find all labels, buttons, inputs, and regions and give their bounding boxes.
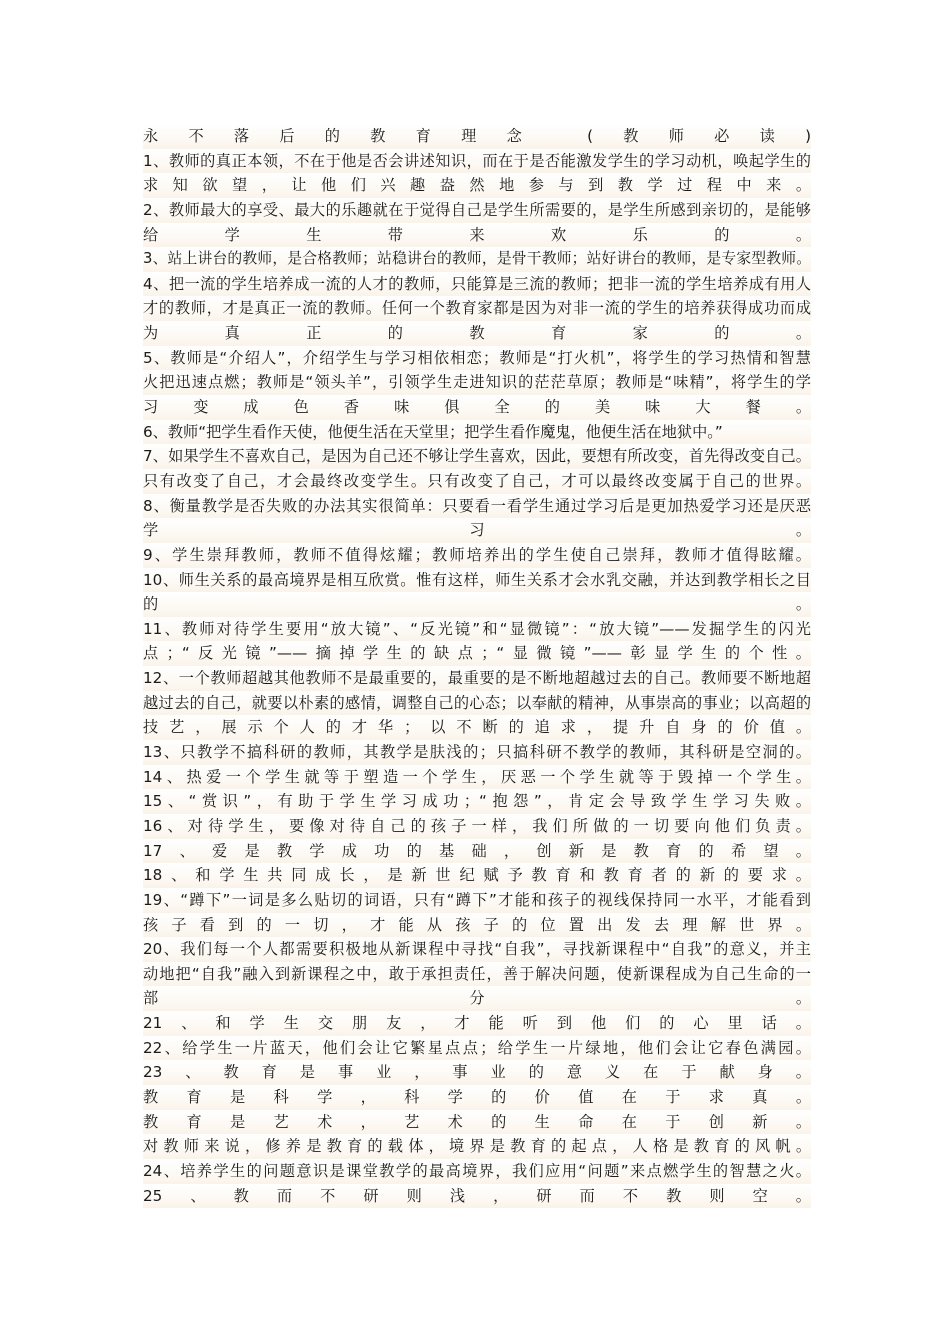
- document-body: [143, 124, 811, 1208]
- text-line: 对教师来说，修养是教育的载体，境界是教育的起点，人格是教育的风帆。: [143, 1134, 811, 1159]
- text-line: 孩子看到的一切，才能从孩子的位置出发去理解世界。: [143, 913, 811, 938]
- text-line: 22、给学生一片蓝天，他们会让它繁星点点；给学生一片绿地，他们会让它春色满园。: [143, 1036, 811, 1061]
- text-line: 习变成色香味俱全的美味大餐。: [143, 395, 811, 420]
- text-line: 动地把“自我”融入到新课程之中，敢于承担责任，善于解决问题，使新课程成为自己生命的一: [143, 962, 811, 987]
- text-line: 20、我们每一个人都需要积极地从新课程中寻找“自我”，寻找新课程中“自我”的意义，并主: [143, 937, 811, 962]
- text-line: 11、教师对待学生要用“放大镜”、“反光镜”和“显微镜”：“放大镜”——发掘学生的闪光: [143, 617, 811, 642]
- text-line: 14、热爱一个学生就等于塑造一个学生，厌恶一个学生就等于毁掉一个学生。: [143, 765, 811, 790]
- text-line: 越过去的自己，就要以朴素的感情，调整自己的心态；以奉献的精神，从事崇高的事业；以高超的: [143, 691, 811, 716]
- text-line: 3、站上讲台的教师，是合格教师；站稳讲台的教师，是骨干教师；站好讲台的教师，是专家型教师。: [143, 247, 811, 272]
- text-line: 13、只教学不搞科研的教师，其教学是肤浅的；只搞科研不教学的教师，其科研是空洞的。: [143, 740, 811, 765]
- text-line: 9、学生崇拜教师，教师不值得炫耀；教师培养出的学生使自己崇拜，教师才值得眩耀。: [143, 543, 811, 568]
- text-line: 学习。: [143, 518, 811, 543]
- text-line: 的。: [143, 592, 811, 617]
- text-line: 21、和学生交朋友，才能听到他们的心里话。: [143, 1011, 811, 1036]
- text-line: 2、教师最大的享受、最大的乐趣就在于觉得自己是学生所需要的，是学生所感到亲切的，是能够: [143, 198, 811, 223]
- text-line: 17、爱是教学成功的基础，创新是教育的希望。: [143, 839, 811, 864]
- document-title: 永不落后的教育理念 (教师必读): [143, 124, 811, 149]
- text-line: 火把迅速点燃；教师是“领头羊”，引领学生走进知识的茫茫草原；教师是“味精”，将学生的学: [143, 370, 811, 395]
- text-line: 19、“蹲下”一词是多么贴切的词语，只有“蹲下”才能和孩子的视线保持同一水平，才能看到: [143, 888, 811, 913]
- text-line: 7、如果学生不喜欢自己，是因为自己还不够让学生喜欢，因此，要想有所改变，首先得改变自己。: [143, 444, 811, 469]
- text-line: 1、教师的真正本领，不在于他是否会讲述知识，而在于是否能激发学生的学习动机，唤起学生的: [143, 149, 811, 174]
- text-line: 教育是艺术，艺术的生命在于创新。: [143, 1110, 811, 1135]
- text-line: 部分。: [143, 986, 811, 1011]
- text-line: 为真正的教育家的。: [143, 321, 811, 346]
- text-line: 16、对待学生，要像对待自己的孩子一样，我们所做的一切要向他们负责。: [143, 814, 811, 839]
- text-line: 4、把一流的学生培养成一流的人才的教师，只能算是三流的教师；把非一流的学生培养成有用人: [143, 272, 811, 297]
- text-line: 5、教师是“介绍人”，介绍学生与学习相依相恋；教师是“打火机”，将学生的学习热情和智慧: [143, 346, 811, 371]
- text-line: 6、教师“把学生看作天使，他便生活在天堂里；把学生看作魔鬼，他便生活在地狱中。”: [143, 420, 811, 445]
- text-line: 才的教师，才是真正一流的教师。任何一个教育家都是因为对非一流的学生的培养获得成功而成: [143, 296, 811, 321]
- text-line: 25、教而不研则浅，研而不教则空。: [143, 1184, 811, 1209]
- text-line: 技艺，展示个人的才华；以不断的追求，提升自身的价值。: [143, 715, 811, 740]
- text-line: 8、衡量教学是否失败的办法其实很简单：只要看一看学生通过学习后是更加热爱学习还是厌恶: [143, 494, 811, 519]
- text-line: 点；“反光镜”——摘掉学生的缺点；“显微镜”——彰显学生的个性。: [143, 641, 811, 666]
- text-line: 12、一个教师超越其他教师不是最重要的，最重要的是不断地超越过去的自己。教师要不断地超: [143, 666, 811, 691]
- text-line: 求知欲望，让他们兴趣盎然地参与到教学过程中来。: [143, 173, 811, 198]
- text-line: 18、和学生共同成长，是新世纪赋予教育和教育者的新的要求。: [143, 863, 811, 888]
- text-line: 只有改变了自己，才会最终改变学生。只有改变了自己，才可以最终改变属于自己的世界。: [143, 469, 811, 494]
- text-line: 10、师生关系的最高境界是相互欣赏。惟有这样，师生关系才会水乳交融，并达到教学相长之目: [143, 568, 811, 593]
- text-line: 24、培养学生的问题意识是课堂教学的最高境界，我们应用“问题”来点燃学生的智慧之火。: [143, 1159, 811, 1184]
- text-line: 教育是科学，科学的价值在于求真。: [143, 1085, 811, 1110]
- text-line: 15、“赏识”，有助于学生学习成功；“抱怨”，肯定会导致学生学习失败。: [143, 789, 811, 814]
- text-line: 23、教育是事业，事业的意义在于献身。: [143, 1060, 811, 1085]
- text-line: 给学生带来欢乐的。: [143, 223, 811, 248]
